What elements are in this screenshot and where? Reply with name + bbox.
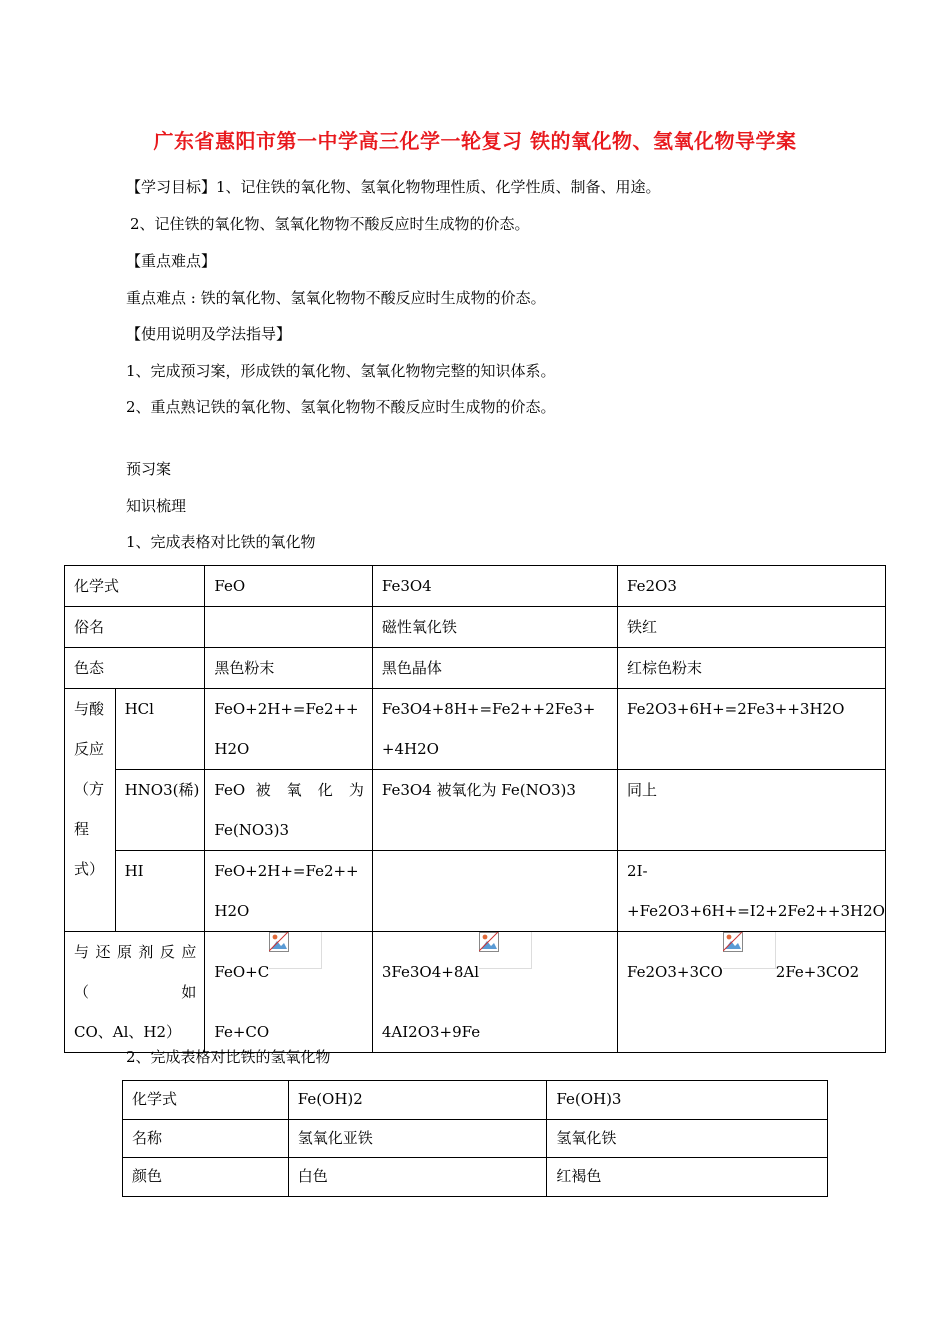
label-line: CO、Al、H2） [74,1023,182,1041]
key-points-heading: 【重点难点】 [126,252,217,270]
table-cell: 化学式 [65,566,205,607]
equation-line: H2O [214,740,250,758]
table-cell: 化学式 [123,1081,289,1120]
table-cell: HI [115,851,205,932]
page-title: 广东省惠阳市第一中学高三化学一轮复习 铁的氧化物、氢氧化物导学案 [153,129,797,153]
table-row [65,689,886,770]
table-cell [205,770,372,851]
table-cell [372,851,617,932]
table-cell: 俗名 [65,607,205,648]
table-cell: Fe(OH)3 [547,1081,828,1120]
equation-reactant: Fe2O3+3CO [627,963,723,981]
learning-goal-1: 【学习目标】1、记住铁的氧化物、氢氧化物物理性质、化学性质、制备、用途。 [126,178,661,196]
table-cell: Fe3O4 被氧化为 Fe(NO3)3 [372,770,617,851]
table-cell: 红棕色粉末 [618,648,886,689]
broken-image-icon [479,932,532,969]
label-line: 式） [74,860,105,878]
table-row [65,566,886,607]
broken-image-icon [269,932,322,969]
table-cell [372,932,617,1053]
equation-line: FeO+2H+=Fe2++ [214,700,359,718]
table-row [123,1158,828,1197]
equation-reactant: 3Fe3O4+8Al [381,963,480,981]
equation-product: 4AI2O3+9Fe [381,1023,481,1041]
table-cell: 色态 [65,648,205,689]
table-cell: FeO [205,566,372,607]
equation-line: FeO+2H+=Fe2++ [214,862,359,880]
table-cell: Fe(OH)2 [288,1081,547,1120]
table-row [65,648,886,689]
label-line: 反应 [74,740,105,758]
equation-product: 2Fe+3CO2 [775,963,860,981]
task-2-heading: 2、完成表格对比铁的氢氧化物 [126,1048,331,1066]
reducer-reaction-label [65,932,205,1053]
table-row [123,1120,828,1158]
guide-heading: 【使用说明及学法指导】 [126,325,292,343]
table-cell: 同上 [618,770,886,851]
table-cell: Fe2O3 [618,566,886,607]
equation-line: Fe(NO3)3 [214,821,290,839]
label-line: 与酸 [74,700,105,718]
preview-heading: 预习案 [126,460,172,478]
table-cell: 黑色粉末 [205,648,372,689]
iron-hydroxides-table [122,1080,828,1197]
equation-line: +4H2O [381,740,439,758]
table-cell: 铁红 [618,607,886,648]
table-cell: 名称 [123,1120,289,1158]
iron-oxides-table [64,565,886,1053]
equation-reactant: FeO+C [214,963,270,981]
table-cell: 2I-+Fe2O3+6H+=I2+2Fe2++3H2O [618,851,886,932]
table-cell: 氢氧化铁 [547,1120,828,1158]
table-cell: HNO3(稀) [115,770,205,851]
equation-line: H2O [214,902,250,920]
guide-item-2: 2、重点熟记铁的氧化物、氢氧化物物不酸反应时生成物的价态。 [126,398,556,416]
table-cell [205,932,372,1053]
equation-product: Fe+CO [214,1023,270,1041]
table-cell: 颜色 [123,1158,289,1197]
table-cell [205,689,372,770]
table-cell: 磁性氧化铁 [372,607,617,648]
label-line: 与 还 原 剂 反 应 [74,943,197,961]
task-1-heading: 1、完成表格对比铁的氧化物 [126,533,316,551]
guide-item-1: 1、完成预习案，形成铁的氧化物、氢氧化物物完整的知识体系。 [126,362,556,380]
learning-goal-2: 2、记住铁的氧化物、氢氧化物物不酸反应时生成物的价态。 [130,215,530,233]
table-cell: HCl [115,689,205,770]
broken-image-icon [723,932,776,969]
table-cell [372,689,617,770]
table-row [65,607,886,648]
acid-reaction-label [65,689,116,932]
table-row [123,1081,828,1120]
table-row [65,932,886,1053]
knowledge-heading: 知识梳理 [126,497,187,515]
table-cell [618,932,886,1053]
table-row [65,770,886,851]
table-cell: Fe2O3+6H+=2Fe3++3H2O [618,689,886,770]
label-line: 程 [74,820,90,838]
key-points-body: 重点难点 : 铁的氧化物、氢氧化物物不酸反应时生成物的价态。 [126,289,546,307]
label-line: （方 [74,780,105,798]
table-cell: Fe3O4 [372,566,617,607]
table-row [65,851,886,932]
table-cell: 白色 [288,1158,547,1197]
table-cell [205,607,372,648]
table-cell: 黑色晶体 [372,648,617,689]
table-cell: 氢氧化亚铁 [288,1120,547,1158]
label-line: （ 如 [74,983,197,1001]
equation-line: FeO 被 氧 化 为 [214,781,364,799]
table-cell: 红褐色 [547,1158,828,1197]
table-cell [205,851,372,932]
equation-line: Fe3O4+8H+=Fe2++2Fe3+ [381,700,596,718]
